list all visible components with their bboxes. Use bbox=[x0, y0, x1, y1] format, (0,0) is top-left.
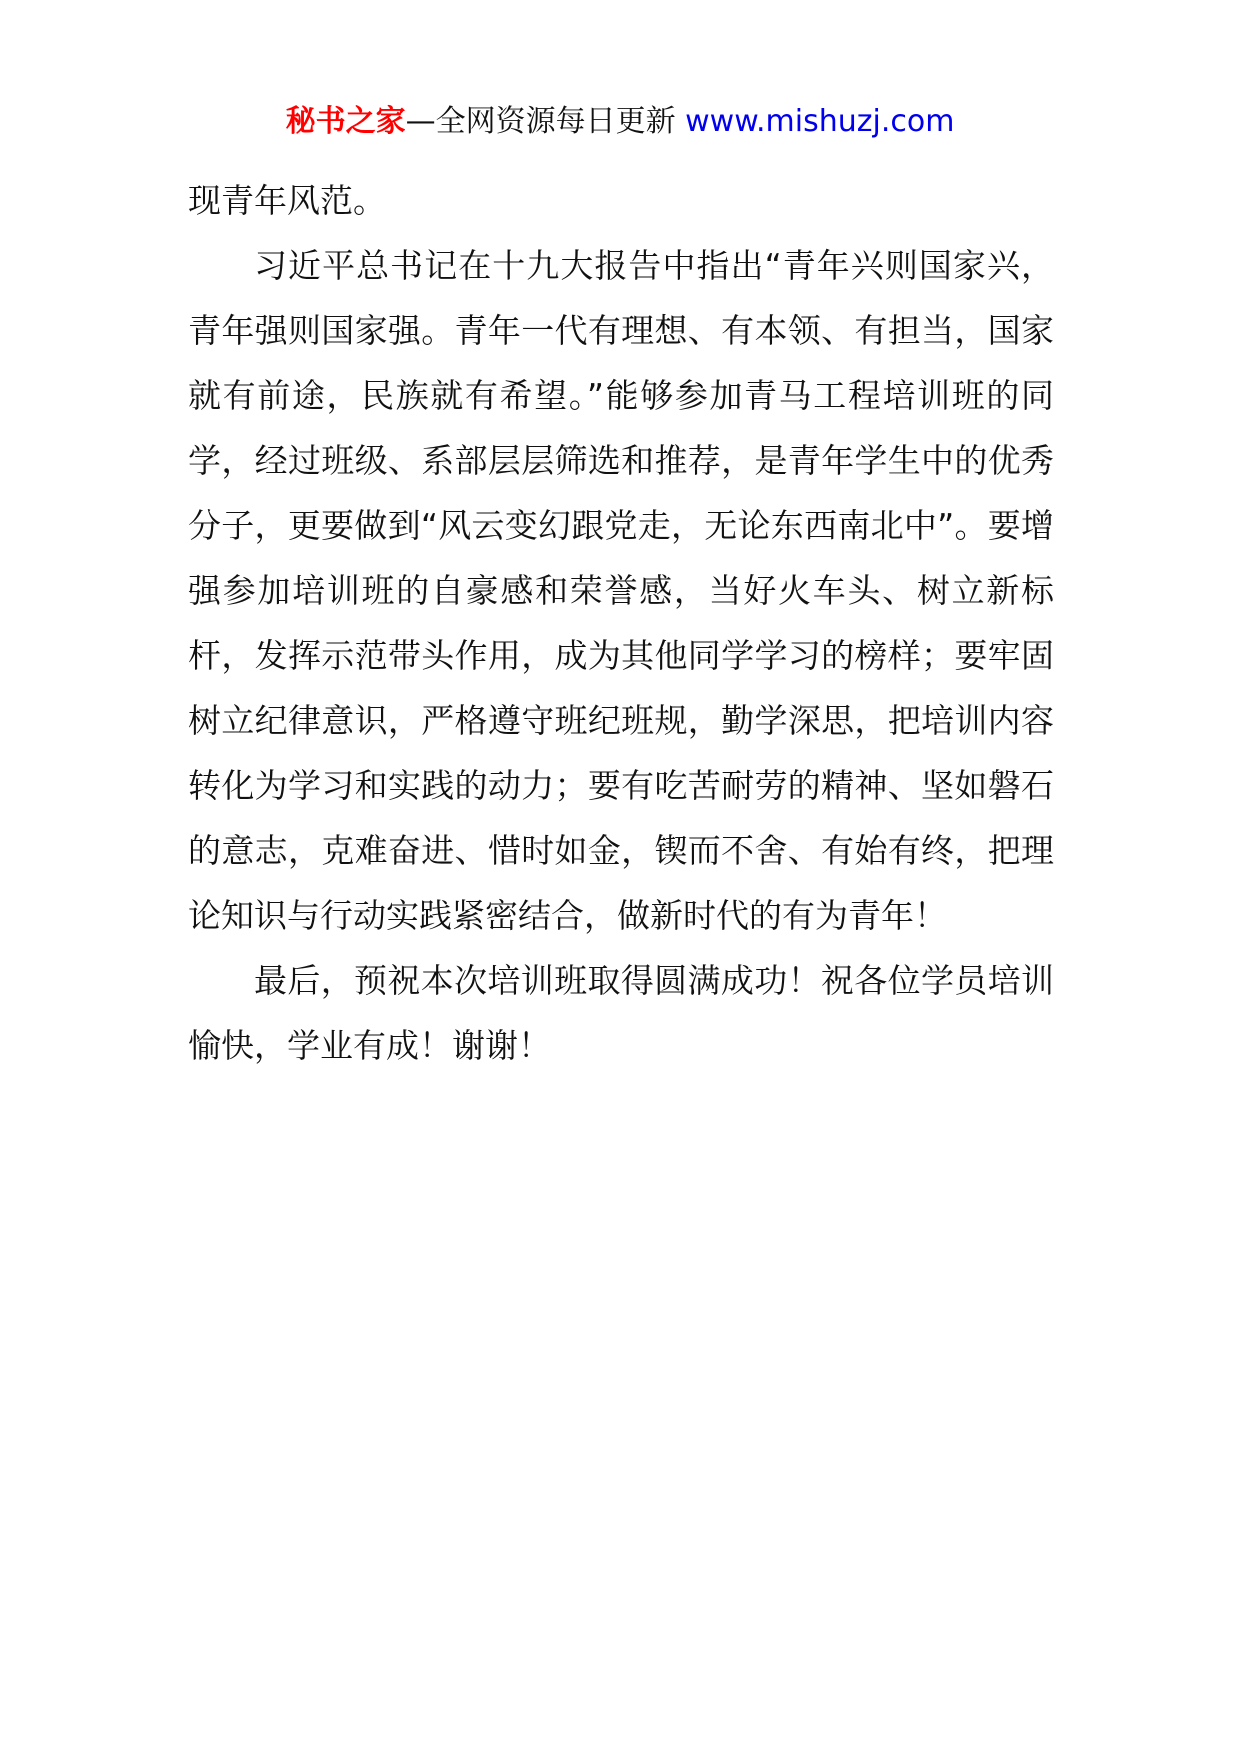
brand-name: 秘书之家 bbox=[285, 104, 406, 139]
paragraph-continuation: 现青年风范。 bbox=[188, 181, 386, 220]
document-body bbox=[188, 168, 1054, 1078]
paragraph-closing: 最后，预祝本次培训班取得圆满成功！祝各位学员培训愉快，学业有成！谢谢！ bbox=[188, 961, 1054, 1065]
page-header bbox=[0, 102, 1240, 142]
paragraph-main: 习近平总书记在十九大报告中指出“青年兴则国家兴，青年强则国家强。青年一代有理想、有本领、有担当，国家就有前途，民族就有希望。”能够参加青马工程培训班的同学，经过班级、系部层层筛选和推荐，是青年学生中的优秀分子，更要做到“风云变幻跟党走，无论东西南北中”。要增强参加培训班的自豪感和荣誉感，当好火车头、树立新标杆，发挥示范带头作用，成为其他同学学习的榜样；要牢固树立纪律意识，严格遵守班纪班规，勤学深思，把培训内容转化为学习和实践的动力；要有吃苦耐劳的精神、坚如磐石的意志，克难奋进、惜时如金，锲而不舍、有始有终，把理论知识与行动实践紧密结合，做新时代的有为青年！ bbox=[188, 246, 1054, 935]
header-tagline: —全网资源每日更新 bbox=[405, 104, 676, 139]
site-url-link[interactable]: www.mishuzj.com bbox=[685, 104, 955, 139]
